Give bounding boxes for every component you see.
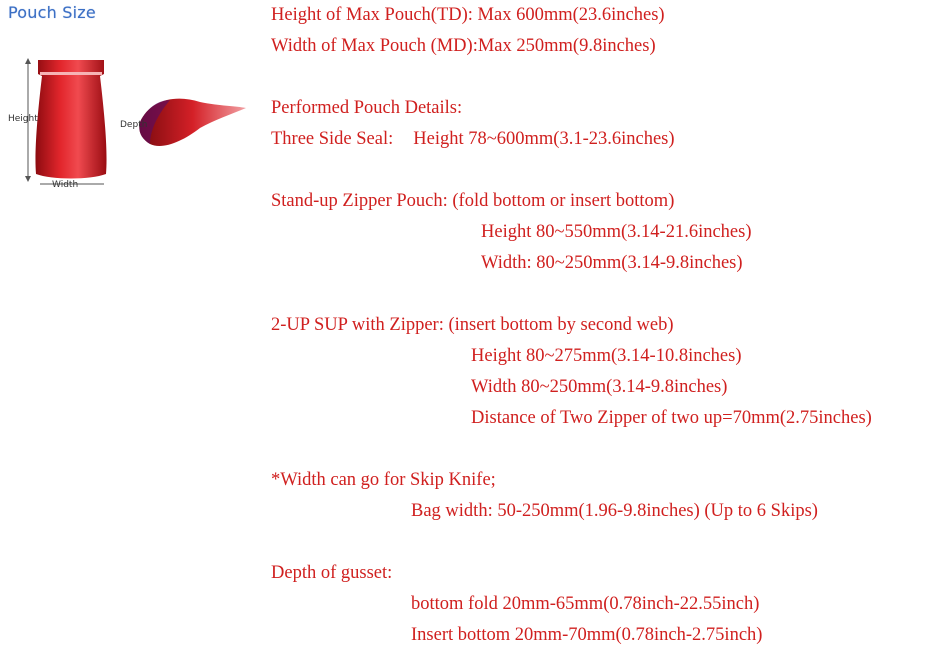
max-height-line: Height of Max Pouch(TD): Max 600mm(23.6inches) xyxy=(271,5,665,25)
gusset-fold: bottom fold 20mm-65mm(0.78inch-22.55inch) xyxy=(411,594,760,614)
twoup-distance: Distance of Two Zipper of two up=70mm(2.75inches) xyxy=(471,408,872,428)
section-heading: Pouch Size xyxy=(8,3,96,22)
pouch-illustration xyxy=(0,50,260,200)
gusset-insert: Insert bottom 20mm-70mm(0.78inch-2.75inch) xyxy=(411,625,763,645)
max-width-line: Width of Max Pouch (MD):Max 250mm(9.8inches) xyxy=(271,36,656,56)
three-side-label: Three Side Seal: xyxy=(271,129,394,149)
height-label: Height xyxy=(8,114,38,124)
pouch-spec-list xyxy=(271,0,936,651)
three-side-line xyxy=(271,124,936,155)
standup-width: Width: 80~250mm(3.14-9.8inches) xyxy=(481,253,743,273)
gusset-title: Depth of gusset: xyxy=(271,563,393,583)
pouch-front xyxy=(35,60,106,179)
skip-title: *Width can go for Skip Knife; xyxy=(271,470,496,490)
standup-height: Height 80~550mm(3.14-21.6inches) xyxy=(481,222,752,242)
performed-title: Performed Pouch Details: xyxy=(271,98,463,118)
depth-label: Depth xyxy=(120,120,148,130)
width-label: Width xyxy=(52,180,79,190)
zipper-line xyxy=(40,72,102,75)
twoup-width: Width 80~250mm(3.14-9.8inches) xyxy=(471,377,728,397)
twoup-height: Height 80~275mm(3.14-10.8inches) xyxy=(471,346,742,366)
three-side-value: Height 78~600mm(3.1-23.6inches) xyxy=(413,129,675,149)
standup-title: Stand-up Zipper Pouch: (fold bottom or insert bottom) xyxy=(271,191,675,211)
twoup-title: 2-UP SUP with Zipper: (insert bottom by second web) xyxy=(271,315,674,335)
skip-value: Bag width: 50-250mm(1.96-9.8inches) (Up to 6 Skips) xyxy=(411,501,818,521)
